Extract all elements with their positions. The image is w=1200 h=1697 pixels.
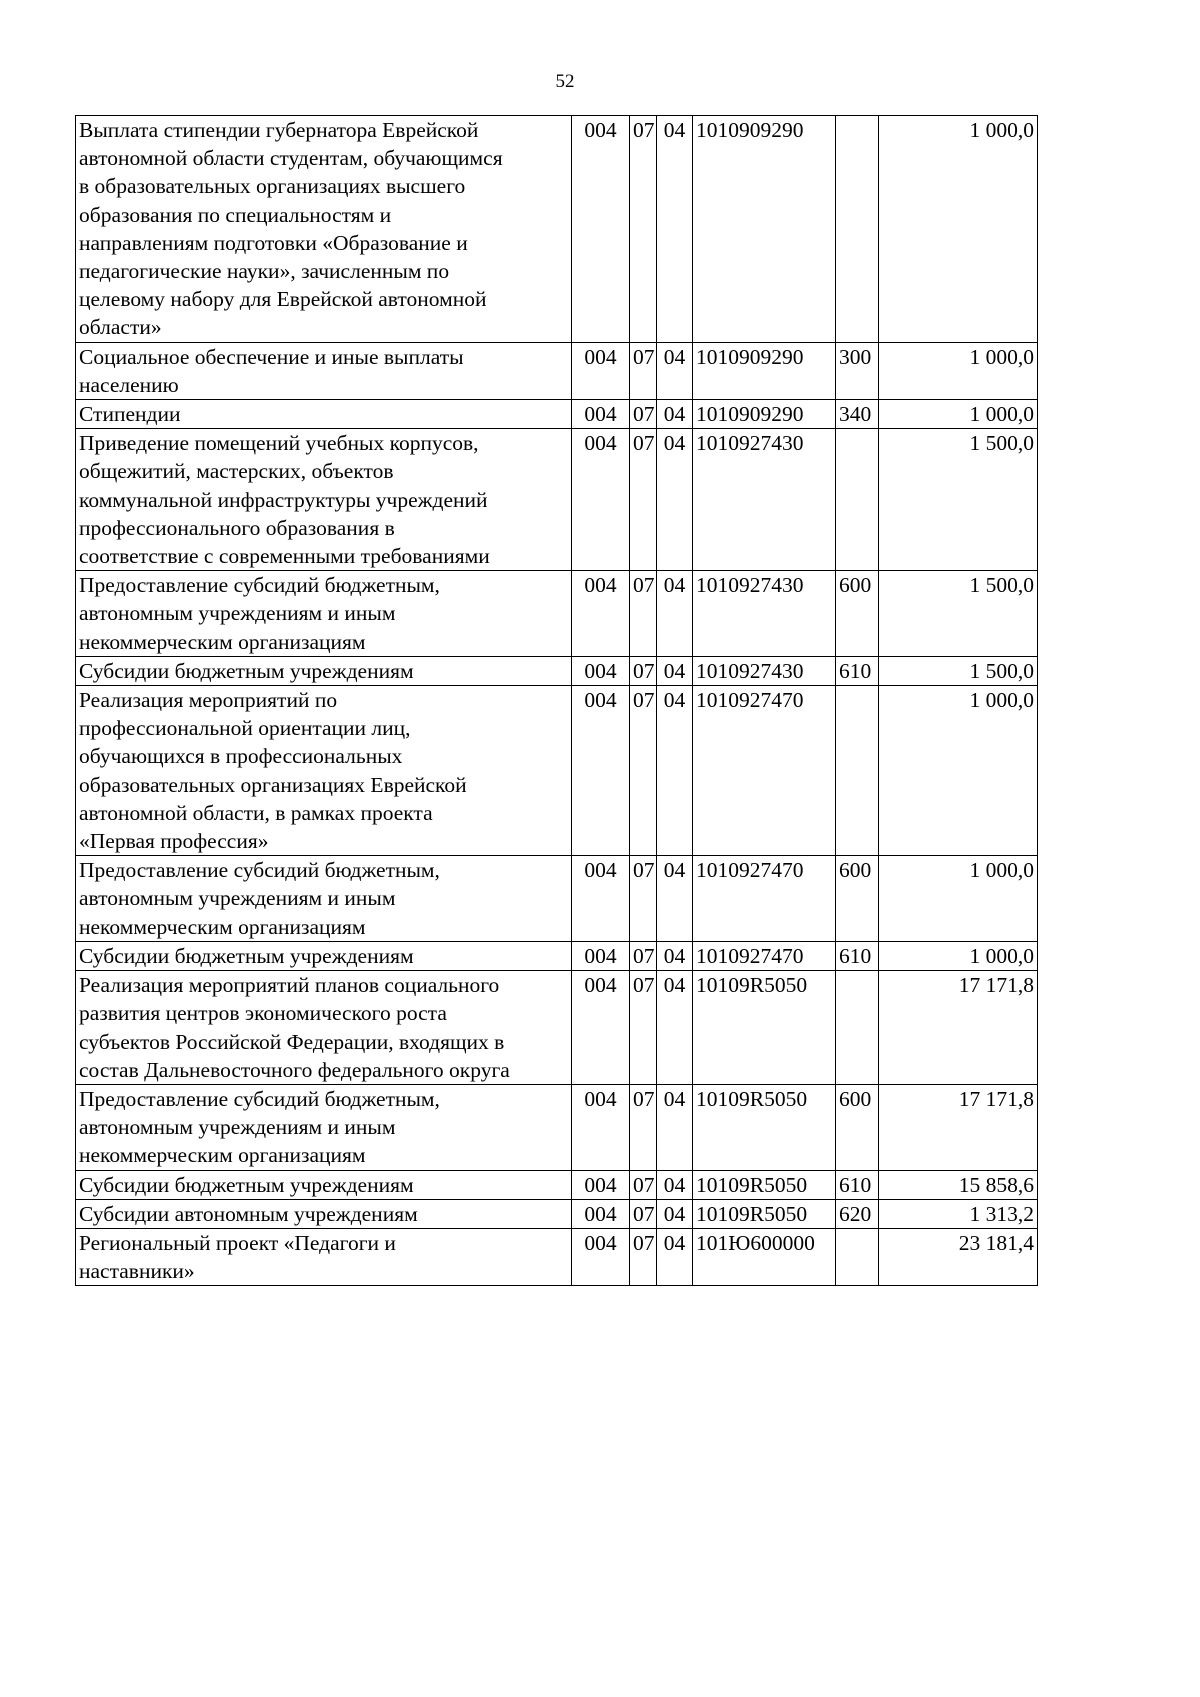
cell-name bbox=[76, 686, 572, 856]
cell-amount: 17 171,8 bbox=[879, 1084, 1038, 1170]
cell-expense-type bbox=[836, 971, 879, 1085]
cell-target-code: 10109R5050 bbox=[693, 1199, 836, 1228]
cell-name-line: Предоставление субсидий бюджетным, bbox=[79, 858, 440, 883]
cell-rz: 07 bbox=[630, 856, 657, 942]
cell-name bbox=[76, 429, 572, 571]
cell-rz: 07 bbox=[630, 116, 657, 343]
cell-rz: 07 bbox=[630, 1170, 657, 1199]
cell-target-code: 1010927470 bbox=[693, 941, 836, 970]
cell-name-line: профессионального образования в bbox=[79, 515, 395, 540]
cell-expense-type: 300 bbox=[836, 342, 879, 399]
cell-name-line: Региональный проект «Педагоги и bbox=[79, 1230, 396, 1255]
cell-target-code: 1010909290 bbox=[693, 116, 836, 343]
cell-name-line: Приведение помещений учебных корпусов, bbox=[79, 431, 479, 456]
cell-pr: 04 bbox=[657, 342, 693, 399]
cell-target-code: 10109R5050 bbox=[693, 971, 836, 1085]
cell-name bbox=[76, 116, 572, 343]
cell-amount: 15 858,6 bbox=[879, 1170, 1038, 1199]
cell-name-line: «Первая профессия» bbox=[79, 829, 269, 854]
table-row bbox=[76, 686, 1038, 856]
table-row bbox=[76, 1170, 1038, 1199]
cell-grbs: 004 bbox=[572, 656, 630, 685]
cell-pr: 04 bbox=[657, 1170, 693, 1199]
cell-name bbox=[76, 1170, 572, 1199]
cell-target-code: 10109R5050 bbox=[693, 1084, 836, 1170]
cell-name-line: общежитий, мастерских, объектов bbox=[79, 459, 394, 484]
cell-name-line: профессиональной ориентации лиц, bbox=[79, 716, 411, 741]
budget-table-body bbox=[76, 116, 1038, 1286]
cell-name-line: образования по специальностям и bbox=[79, 202, 392, 227]
cell-expense-type: 600 bbox=[836, 571, 879, 657]
table-row bbox=[76, 1199, 1038, 1228]
cell-name bbox=[76, 656, 572, 685]
table-row bbox=[76, 656, 1038, 685]
cell-name-line: Выплата стипендии губернатора Еврейской bbox=[79, 118, 479, 142]
cell-expense-type bbox=[836, 116, 879, 343]
cell-name-line: развития центров экономического роста bbox=[79, 1001, 447, 1026]
cell-grbs: 004 bbox=[572, 971, 630, 1085]
cell-name-line: обучающихся в профессиональных bbox=[79, 744, 403, 769]
cell-name-line: автономной области, в рамках проекта bbox=[79, 800, 433, 825]
cell-expense-type: 610 bbox=[836, 941, 879, 970]
cell-pr: 04 bbox=[657, 1199, 693, 1228]
table-row bbox=[76, 429, 1038, 571]
cell-grbs: 004 bbox=[572, 400, 630, 429]
cell-name bbox=[76, 571, 572, 657]
cell-name-line: Предоставление субсидий бюджетным, bbox=[79, 1086, 440, 1111]
cell-name-line: области» bbox=[79, 315, 162, 340]
cell-rz: 07 bbox=[630, 656, 657, 685]
cell-expense-type: 610 bbox=[836, 656, 879, 685]
cell-name-line: Субсидии бюджетным учреждениям bbox=[79, 943, 414, 968]
cell-amount: 1 313,2 bbox=[879, 1199, 1038, 1228]
cell-grbs: 004 bbox=[572, 571, 630, 657]
cell-name-line: коммунальной инфраструктуры учреждений bbox=[79, 487, 488, 512]
cell-grbs: 004 bbox=[572, 1084, 630, 1170]
table-row bbox=[76, 856, 1038, 942]
cell-name-line: Реализация мероприятий планов социального bbox=[79, 973, 500, 998]
cell-grbs: 004 bbox=[572, 429, 630, 571]
cell-rz: 07 bbox=[630, 342, 657, 399]
cell-amount: 23 181,4 bbox=[879, 1228, 1038, 1285]
cell-name-line: Реализация мероприятий по bbox=[79, 688, 338, 713]
cell-amount: 17 171,8 bbox=[879, 971, 1038, 1085]
cell-amount: 1 000,0 bbox=[879, 116, 1038, 343]
cell-name bbox=[76, 971, 572, 1085]
cell-name-line: соответствие с современными требованиями bbox=[79, 544, 490, 569]
cell-target-code: 1010927430 bbox=[693, 429, 836, 571]
cell-name-line: целевому набору для Еврейской автономной bbox=[79, 287, 487, 312]
cell-amount: 1 500,0 bbox=[879, 429, 1038, 571]
cell-rz: 07 bbox=[630, 400, 657, 429]
cell-expense-type: 600 bbox=[836, 856, 879, 942]
cell-name-line: автономной области студентам, обучающимся bbox=[79, 146, 503, 171]
cell-name-line: наставники» bbox=[79, 1259, 195, 1284]
cell-rz: 07 bbox=[630, 941, 657, 970]
cell-name bbox=[76, 941, 572, 970]
cell-pr: 04 bbox=[657, 1084, 693, 1170]
cell-expense-type bbox=[836, 686, 879, 856]
cell-name-line: Стипендии bbox=[79, 402, 181, 427]
table-row bbox=[76, 1084, 1038, 1170]
cell-name-line: образовательных организациях Еврейской bbox=[79, 772, 467, 797]
table-row bbox=[76, 941, 1038, 970]
cell-pr: 04 bbox=[657, 686, 693, 856]
cell-pr: 04 bbox=[657, 971, 693, 1085]
table-row bbox=[76, 571, 1038, 657]
cell-name bbox=[76, 1199, 572, 1228]
cell-expense-type: 610 bbox=[836, 1170, 879, 1199]
cell-rz: 07 bbox=[630, 971, 657, 1085]
page-number: 52 bbox=[555, 71, 575, 92]
cell-grbs: 004 bbox=[572, 1170, 630, 1199]
cell-name-line: автономным учреждениям и иным bbox=[79, 886, 396, 911]
cell-grbs: 004 bbox=[572, 1199, 630, 1228]
cell-grbs: 004 bbox=[572, 116, 630, 343]
cell-target-code: 1010909290 bbox=[693, 342, 836, 399]
cell-amount: 1 000,0 bbox=[879, 941, 1038, 970]
cell-name-line: автономным учреждениям и иным bbox=[79, 601, 396, 626]
cell-name bbox=[76, 342, 572, 399]
cell-name-line: Субсидии бюджетным учреждениям bbox=[79, 658, 414, 683]
table-row bbox=[76, 1228, 1038, 1285]
cell-name-line: субъектов Российской Федерации, входящих в bbox=[79, 1029, 505, 1054]
cell-rz: 07 bbox=[630, 429, 657, 571]
cell-expense-type: 340 bbox=[836, 400, 879, 429]
cell-name-line: Предоставление субсидий бюджетным, bbox=[79, 573, 440, 598]
table-row bbox=[76, 971, 1038, 1085]
cell-expense-type: 620 bbox=[836, 1199, 879, 1228]
cell-target-code: 10109R5050 bbox=[693, 1170, 836, 1199]
cell-rz: 07 bbox=[630, 686, 657, 856]
cell-pr: 04 bbox=[657, 571, 693, 657]
cell-name bbox=[76, 400, 572, 429]
cell-pr: 04 bbox=[657, 856, 693, 942]
cell-amount: 1 000,0 bbox=[879, 342, 1038, 399]
cell-name-line: некоммерческим организациям bbox=[79, 914, 366, 939]
cell-amount: 1 000,0 bbox=[879, 686, 1038, 856]
cell-name-line: состав Дальневосточного федерального округа bbox=[79, 1057, 510, 1082]
cell-target-code: 1010927430 bbox=[693, 656, 836, 685]
cell-target-code: 101Ю600000 bbox=[693, 1228, 836, 1285]
cell-name-line: Субсидии автономным учреждениям bbox=[79, 1201, 418, 1226]
cell-name-line: Субсидии бюджетным учреждениям bbox=[79, 1172, 414, 1197]
cell-expense-type bbox=[836, 1228, 879, 1285]
cell-grbs: 004 bbox=[572, 941, 630, 970]
cell-pr: 04 bbox=[657, 429, 693, 571]
cell-expense-type bbox=[836, 429, 879, 571]
cell-rz: 07 bbox=[630, 1084, 657, 1170]
cell-name bbox=[76, 856, 572, 942]
cell-target-code: 1010927470 bbox=[693, 686, 836, 856]
cell-name bbox=[76, 1228, 572, 1285]
table-row bbox=[76, 342, 1038, 399]
cell-target-code: 1010927430 bbox=[693, 571, 836, 657]
cell-name-line: педагогические науки», зачисленным по bbox=[79, 259, 450, 284]
cell-name-line: автономным учреждениям и иным bbox=[79, 1115, 396, 1140]
cell-name-line: некоммерческим организациям bbox=[79, 629, 366, 654]
cell-name-line: Социальное обеспечение и иные выплаты bbox=[79, 344, 464, 369]
cell-grbs: 004 bbox=[572, 342, 630, 399]
cell-target-code: 1010909290 bbox=[693, 400, 836, 429]
cell-pr: 04 bbox=[657, 400, 693, 429]
cell-name-line: направлениям подготовки «Образование и bbox=[79, 230, 468, 255]
cell-amount: 1 000,0 bbox=[879, 400, 1038, 429]
table-row bbox=[76, 400, 1038, 429]
cell-amount: 1 000,0 bbox=[879, 856, 1038, 942]
cell-rz: 07 bbox=[630, 571, 657, 657]
cell-pr: 04 bbox=[657, 116, 693, 343]
cell-target-code: 1010927470 bbox=[693, 856, 836, 942]
cell-pr: 04 bbox=[657, 941, 693, 970]
cell-name-line: населению bbox=[79, 372, 179, 397]
cell-pr: 04 bbox=[657, 1228, 693, 1285]
cell-name bbox=[76, 1084, 572, 1170]
cell-rz: 07 bbox=[630, 1228, 657, 1285]
cell-expense-type: 600 bbox=[836, 1084, 879, 1170]
table-row bbox=[76, 116, 1038, 343]
budget-table bbox=[75, 115, 1038, 1286]
cell-grbs: 004 bbox=[572, 686, 630, 856]
cell-name-line: в образовательных организациях высшего bbox=[79, 174, 466, 199]
cell-amount: 1 500,0 bbox=[879, 656, 1038, 685]
cell-rz: 07 bbox=[630, 1199, 657, 1228]
cell-name-line: некоммерческим организациям bbox=[79, 1143, 366, 1168]
cell-grbs: 004 bbox=[572, 1228, 630, 1285]
cell-amount: 1 500,0 bbox=[879, 571, 1038, 657]
cell-grbs: 004 bbox=[572, 856, 630, 942]
cell-pr: 04 bbox=[657, 656, 693, 685]
